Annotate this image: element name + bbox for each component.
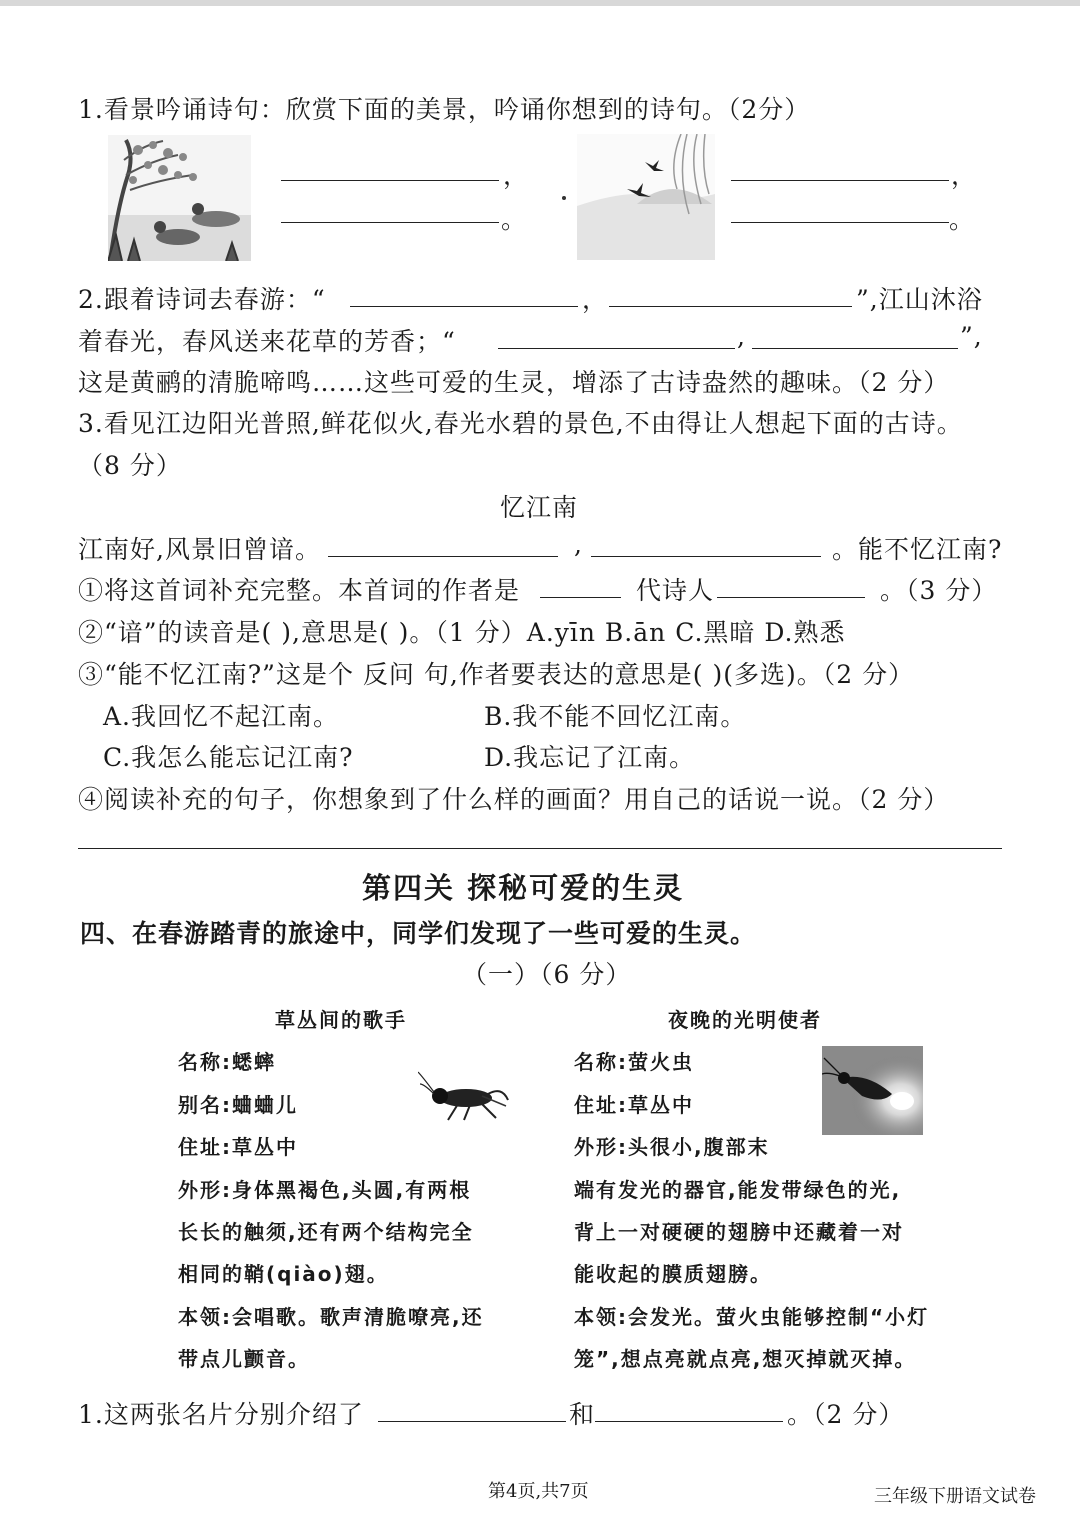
top-bar [0,0,1080,6]
q3-sub1-b: 代诗人 [636,576,715,605]
q3-sub1-a: ①将这首词补充完整。本首词的作者是 [78,576,521,605]
section4-heading: 四、在春游踏青的旅途中，同学们发现了一些可爱的生灵。 [80,919,757,948]
q1-blank-2[interactable] [281,222,499,223]
q1-period-2: 。 [949,205,976,234]
card-right-line: 背上一对硬硬的翅膀中还藏着一对 [574,1220,904,1244]
option-a[interactable]: A.我回忆不起江南。 [103,702,340,731]
q1-comma-2: ， [951,161,978,190]
q4-1-a: 1.这两张名片分别介绍了 [78,1400,364,1429]
q3-sub2: ②“谙”的读音是( ),意思是( )。（1 分）A.yīn B.ān C.黑暗 D.熟悉 [78,618,846,647]
card-right-line: 能收起的膜质翅膀。 [574,1262,772,1286]
q3-sub3: ③“能不忆江南?”这是个 反问 句,作者要表达的意思是( )(多选)。（2 分） [78,660,915,689]
card-left-line: 别名:蛐蛐儿 [178,1093,298,1117]
card-left-line: 外形:身体黑褐色,头圆,有两根 [178,1178,472,1202]
q1-blank-4[interactable] [731,222,949,223]
q1-text: 1.看景吟诵诗句：欣赏下面的美景，吟诵你想到的诗句。（2分） [78,95,811,124]
q3-line1: 3.看见江边阳光普照,鲜花似火,春光水碧的景色,不由得让人想起下面的古诗。 [78,409,963,438]
q1-blank-1[interactable] [281,180,499,181]
card-right-line: 端有发光的器官,能发带绿色的光, [574,1178,902,1202]
section4-title: 第四关 探秘可爱的生灵 [362,871,685,905]
q4-1-blank-2[interactable] [595,1421,783,1422]
q3-line2: （8 分） [78,451,182,480]
poem-line-b: , [574,530,583,559]
firefly-image [822,1046,923,1135]
card-right-line: 名称:萤火虫 [574,1050,694,1074]
option-b[interactable]: B.我不能不回忆江南。 [484,702,747,731]
q2-line1-c: ”,江山沐浴 [856,285,983,314]
q2-blank-2[interactable] [609,306,852,307]
q2-line2-c: ”, [960,322,983,351]
q4-1-b: 和 [569,1400,596,1429]
q2-line2-b: , [737,322,746,351]
card-left-line: 本领:会唱歌。歌声清脆嘹亮,还 [178,1305,484,1329]
q1-period-1: 。 [501,205,528,234]
q2-blank-4[interactable] [752,348,958,349]
card-right-line: 住址:草丛中 [574,1093,694,1117]
q2-line3: 这是黄鹂的清脆啼鸣……这些可爱的生灵，增添了古诗盎然的趣味。（2 分） [78,368,950,397]
poem-blank-2[interactable] [591,556,821,557]
card-right-line: 笼”,想点亮就点亮,想灭掉就灭掉。 [574,1347,917,1371]
poem-blank-1[interactable] [328,556,558,557]
poem-line-a: 江南好,风景旧曾谙。 [78,535,321,564]
card-right-title: 夜晚的光明使者 [668,1008,822,1032]
dynasty-blank[interactable] [717,597,865,598]
section-divider [78,848,1002,849]
card-left-line: 住址:草丛中 [178,1135,298,1159]
q1-comma-1: ， [503,161,530,190]
q4-1-blank-1[interactable] [378,1421,566,1422]
card-left-line: 名称:蟋蟀 [178,1050,276,1074]
author-blank[interactable] [540,597,621,598]
card-left-line: 长长的触须,还有两个结构完全 [178,1220,474,1244]
exam-name: 三年级下册语文试卷 [874,1486,1036,1507]
q2-line1-b: ， [582,285,609,314]
card-left-line: 带点儿颤音。 [178,1347,310,1371]
q3-sub4: ④阅读补充的句子，你想象到了什么样的画面？用自己的话说一说。（2 分） [78,785,950,814]
card-left-title: 草丛间的歌手 [275,1008,407,1032]
card-right-line: 本领:会发光。萤火虫能够控制“小灯 [574,1305,930,1329]
cricket-image [418,1070,510,1122]
q1-blank-3[interactable] [731,180,949,181]
card-left-line: 相同的鞘(qiào)翅。 [178,1262,389,1286]
poem-line-c: 。能不忆江南? [832,535,1003,564]
option-c[interactable]: C.我怎么能忘记江南? [103,743,354,772]
section4-subheading: （一）（6 分） [462,960,632,989]
swallows-willow-image [577,134,715,260]
stray-dot [562,196,566,200]
q2-line1-a: 2.跟着诗词去春游：“ [78,285,326,314]
q2-blank-3[interactable] [498,348,735,349]
q2-blank-1[interactable] [350,306,578,307]
ducks-pond-image [108,135,251,261]
poem-title: 忆江南 [500,493,579,522]
card-right-line: 外形:头很小,腹部末 [574,1135,770,1159]
page-number: 第4页,共7页 [488,1481,589,1502]
option-d[interactable]: D.我忘记了江南。 [484,743,696,772]
q4-1-c: 。（2 分） [787,1400,905,1429]
q2-line2-a: 着春光，春风送来花草的芳香；“ [78,327,456,356]
q3-sub1-c: 。（3 分） [880,576,998,605]
